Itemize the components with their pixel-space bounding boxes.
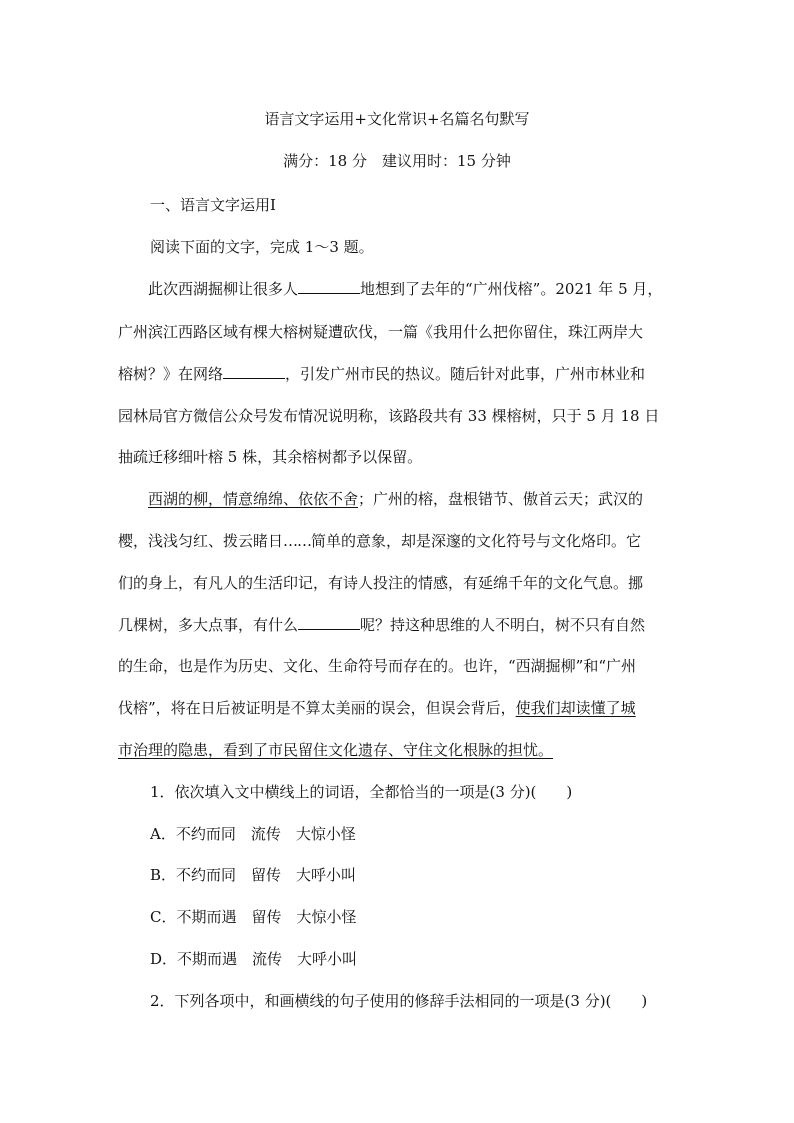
text-segment: 榕树？》在网络	[118, 365, 224, 383]
text-segment: 伐榕”，将在日后被证明是不算太美丽的误会，但误会背后，	[118, 699, 516, 717]
underlined-sentence: 西湖的柳，情意绵绵、依依不舍	[148, 490, 359, 508]
question1-option-d: D．不期而遇 流传 大呼小叫	[150, 950, 358, 968]
paragraph2-line1	[148, 488, 643, 509]
question1-option-a: A．不约而同 流传 大惊小怪	[150, 825, 356, 843]
text-segment: ；广州的榕，盘根错节、傲首云天；武汉的	[358, 490, 644, 508]
ellipsis: ……	[283, 532, 312, 550]
instruction-text: 阅读下面的文字，完成 1～3 题。	[150, 238, 374, 256]
paragraph1-line3	[118, 363, 645, 384]
text-segment: 地想到了去年的“广州伐榕”。2021 年 5 月，	[360, 280, 663, 298]
text-segment: ，引发广州市民的热议。随后针对此事，广州市林业和	[285, 365, 646, 383]
paragraph2-line2	[118, 530, 641, 551]
question1-option-b: B．不约而同 留传 大呼小叫	[150, 866, 357, 884]
text-segment: 呢？持这种思维的人不明白，树不只有自然	[360, 616, 646, 634]
text-segment: 简单的意象，却是深邃的文化符号与文化烙印。它	[311, 532, 642, 550]
paragraph1-line4: 园林局官方微信公众号发布情况说明称，该路段共有 33 棵榕树，只于 5 月 18 日	[118, 407, 660, 425]
document-subtitle: 满分：18 分 建议用时：15 分钟	[283, 152, 511, 170]
fill-blank-2	[223, 364, 285, 379]
question2-stem: 2．下列各项中，和画横线的句子使用的修辞手法相同的一项是(3 分)( )	[150, 992, 648, 1010]
paragraph2-line3: 们的身上，有凡人的生活印记，有诗人投注的情感，有延绵千年的文化气息。挪	[118, 574, 644, 592]
text-segment: 此次西湖掘柳让很多人	[148, 280, 299, 298]
section-heading: 一、语言文字运用Ⅰ	[150, 196, 276, 214]
fill-blank-3	[298, 615, 360, 630]
fill-blank-1	[298, 279, 360, 294]
paragraph1-line5: 抽疏迁移细叶榕 5 株，其余榕树都予以保留。	[118, 448, 423, 466]
text-segment: 几棵树，多大点事，有什么	[118, 616, 299, 634]
paragraph2-line7	[118, 739, 553, 760]
paragraph1-line1	[148, 278, 662, 299]
question1-option-c: C．不期而遇 留传 大惊小怪	[150, 908, 357, 926]
paragraph2-line6	[118, 697, 636, 718]
paragraph2-line5: 的生命，也是作为历史、文化、生命符号而存在的。也许，“西湖掘柳”和“广州	[118, 657, 637, 675]
question1-stem: 1．依次填入文中横线上的词语，全都恰当的一项是(3 分)( )	[150, 783, 573, 801]
underlined-sentence: 使我们却读懂了城	[515, 699, 636, 717]
paragraph2-line4	[118, 614, 645, 635]
paragraph1-line2: 广州滨江西路区域有棵大榕树疑遭砍伐，一篇《我用什么把你留住，珠江两岸大	[118, 323, 644, 341]
text-segment: 樱，浅浅匀红、拨云睹日	[118, 532, 284, 550]
underlined-sentence: 市治理的隐患，看到了市民留住文化遗存、守住文化根脉的担忧。	[118, 741, 554, 759]
document-title: 语言文字运用+文化常识+名篇名句默写	[264, 110, 530, 128]
